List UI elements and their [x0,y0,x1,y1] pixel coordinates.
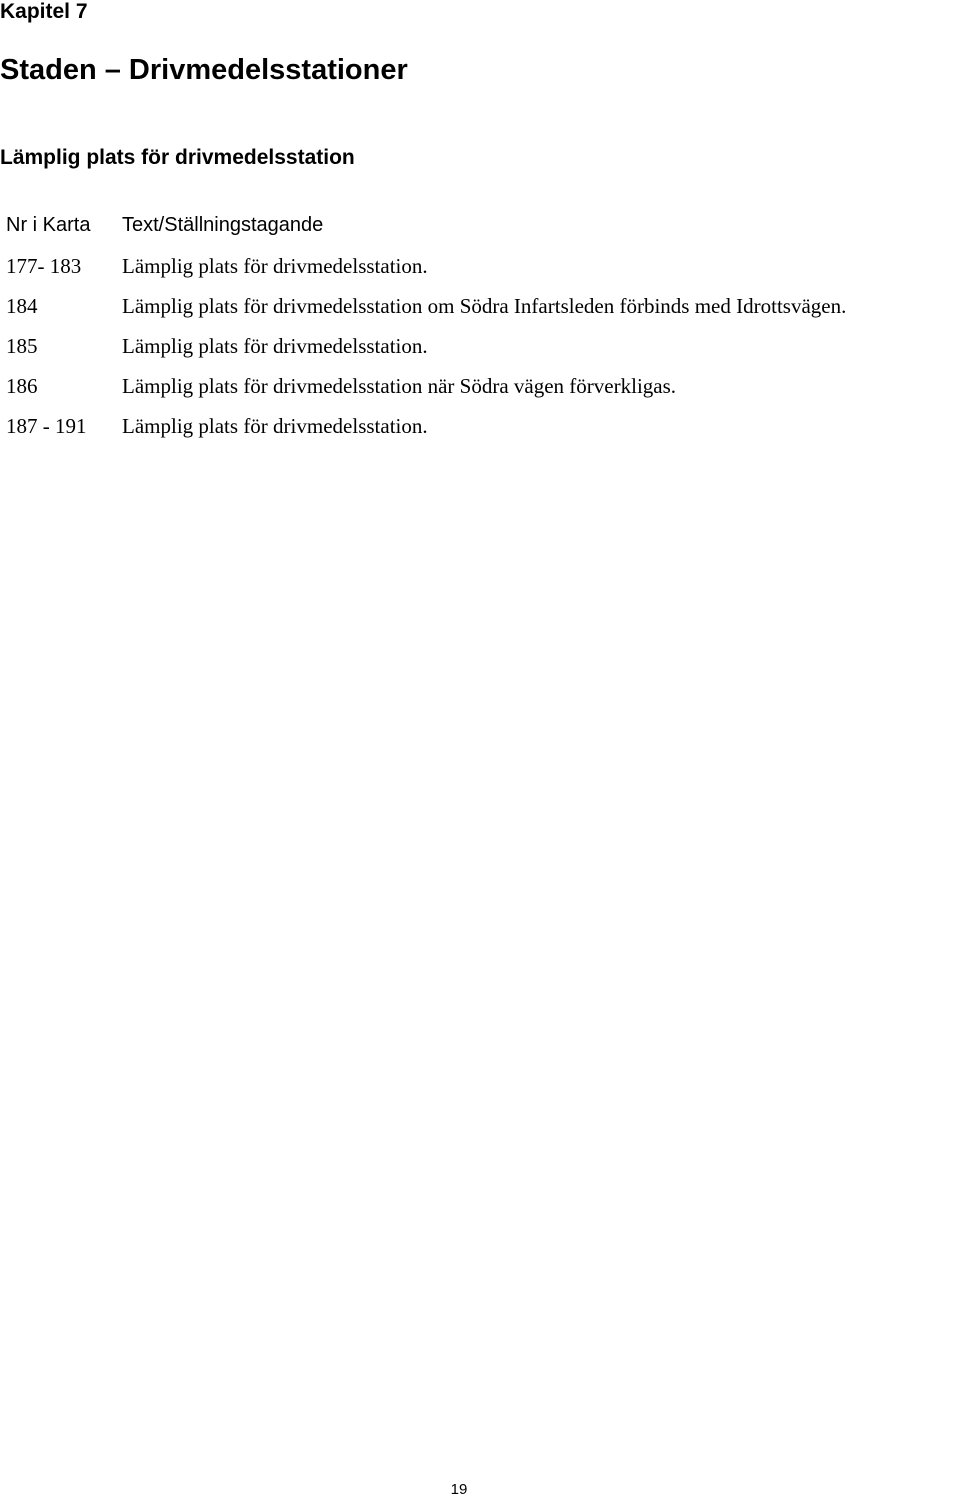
table-row [0,248,960,288]
page-number: 19 [450,1481,468,1498]
page-title: Staden – Drivmedelsstationer [0,54,408,86]
chapter-label: Kapitel 7 [0,0,88,23]
column-header-text: Text/Ställningstagande [122,214,324,236]
row-text: Lämplig plats för drivmedelsstation om Södra Infartsleden förbinds med Idrottsvägen. [122,294,847,318]
section-heading: Lämplig plats för drivmedelsstation [0,146,355,169]
table-row [0,288,960,328]
row-text: Lämplig plats för drivmedelsstation. [122,414,428,438]
row-nr: 186 [6,374,38,398]
row-text: Lämplig plats för drivmedelsstation. [122,254,428,278]
table-row [0,368,960,408]
table-row [0,328,960,368]
table-header-row [0,208,960,248]
row-nr: 185 [6,334,38,358]
row-nr: 187 - 191 [6,414,87,438]
table-row [0,408,960,448]
row-nr: 177- 183 [6,254,82,278]
stations-table [0,208,960,448]
column-header-nr: Nr i Karta [6,214,91,236]
row-nr: 184 [6,294,38,318]
row-text: Lämplig plats för drivmedelsstation när Södra vägen förverkligas. [122,374,677,398]
row-text: Lämplig plats för drivmedelsstation. [122,334,428,358]
